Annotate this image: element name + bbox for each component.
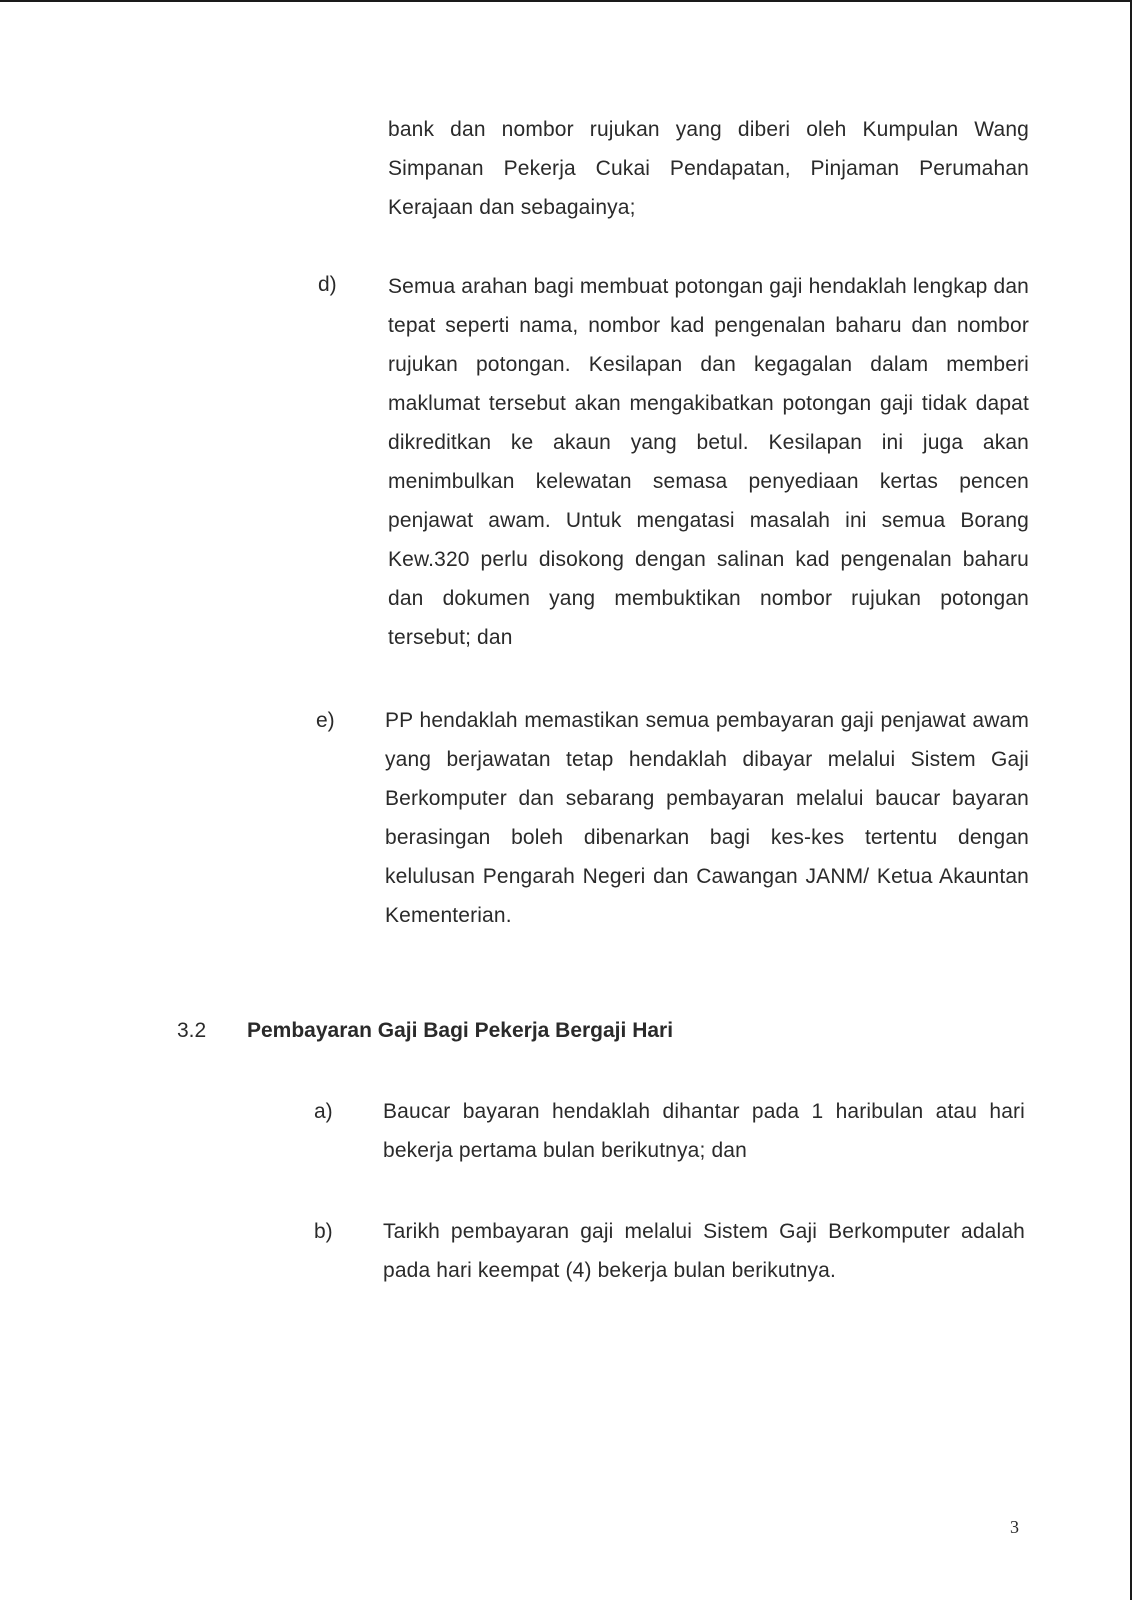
- item-marker-e: e): [316, 709, 335, 732]
- item-paragraph-e: PP hendaklah memastikan semua pembayaran gaji penjawat awam yang berjawatan tetap hendaklah dibayar melalui Sistem Gaji Berkomputer dan sebarang pembayaran melalui baucar bayaran berasingan boleh dibenarkan bagi kes-kes tertentu dengan kelulusan Pengarah Negeri dan Cawangan JANM/ Ketua Akauntan Kementerian.: [385, 709, 1029, 927]
- continuation-paragraph: bank dan nombor rujukan yang diberi oleh Kumpulan Wang Simpanan Pekerja Cukai Pendapatan, Pinjaman Perumahan Kerajaan dan sebagainya;: [388, 118, 1029, 219]
- section-item-marker-b: b): [314, 1220, 333, 1243]
- section-title: Pembayaran Gaji Bagi Pekerja Bergaji Hari: [247, 1019, 674, 1042]
- item-paragraph-d: Semua arahan bagi membuat potongan gaji hendaklah lengkap dan tepat seperti nama, nombor kad pengenalan baharu dan nombor rujukan potongan. Kesilapan dan kegagalan dalam memberi maklumat tersebut akan mengakibatkan potongan gaji tidak dapat dikreditkan ke akaun yang betul. Kesilapan ini juga akan menimbulkan kelewatan semasa penyediaan kertas pencen penjawat awam. Untuk mengatasi masalah ini semua Borang Kew.320 perlu disokong dengan salinan kad pengenalan baharu dan dokumen yang membuktikan nombor rujukan potongan tersebut; dan: [388, 275, 1029, 649]
- section-item-paragraph-a: Baucar bayaran hendaklah dihantar pada 1 haribulan atau hari bekerja pertama bulan berikutnya; dan: [383, 1100, 1025, 1162]
- page-number: 3: [1010, 1517, 1019, 1537]
- section-item-paragraph-b: Tarikh pembayaran gaji melalui Sistem Gaji Berkomputer adalah pada hari keempat (4) bekerja bulan berikutnya.: [383, 1220, 1025, 1282]
- page-top-edge: [0, 0, 1132, 2]
- section-number: 3.2: [177, 1019, 207, 1042]
- item-marker-d: d): [318, 273, 337, 296]
- section-item-marker-a: a): [314, 1100, 333, 1123]
